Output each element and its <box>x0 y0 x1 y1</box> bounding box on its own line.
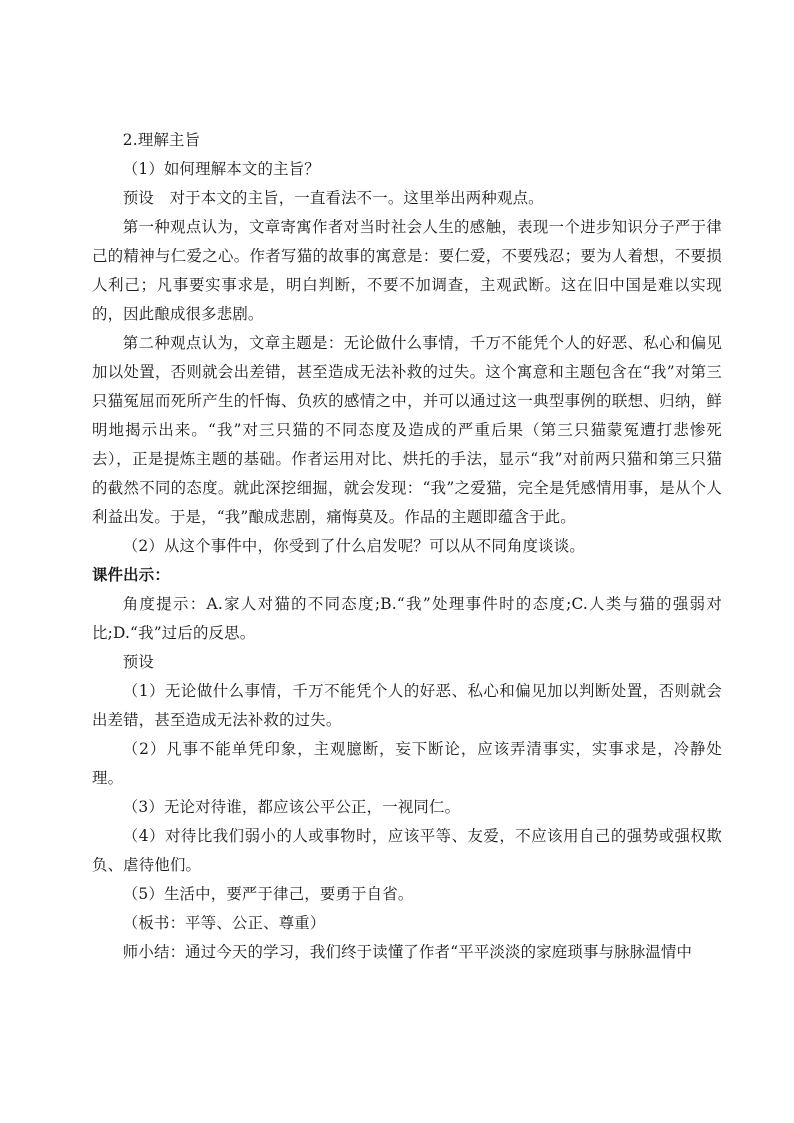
courseware-heading: 课件出示： <box>92 566 170 584</box>
teacher-summary: 师小结：通过今天的学习，我们终于读懂了作者“平平淡淡的家庭琐事与脉脉温情中 <box>122 943 693 961</box>
preset-item-2: （2）凡事不能单凭印象，主观臆断，妄下断论，应该弄清事实，实事求是，冷静处理。 <box>92 740 722 787</box>
viewpoint-1: 第一种观点认为，文章寄寓作者对当时社会人生的感触，表现一个进步知识分子严于律己的精神与仁爱之心。作者写猫的故事的寓意是：要仁爱，不要残忍；要为人着想，不要损人利己；凡事要实事求是，明白判断，不要不加调查，主观武断。这在旧中国是难以实现的，因此酿成很多悲剧。 <box>92 218 722 323</box>
angle-hint: 角度提示：A.家人对猫的不同态度;B.“我”处理事件时的态度;C.人类与猫的强弱对比;D.“我”过后的反思。 <box>92 595 722 642</box>
section-heading: 2.理解主旨 <box>122 131 201 149</box>
question-1: （1）如何理解本文的主旨？ <box>122 160 320 178</box>
blackboard-note: （板书：平等、公正、尊重） <box>122 914 326 932</box>
preset-item-3: （3）无论对待谁，都应该公平公正，一视同仁。 <box>122 798 461 816</box>
preset-item-1: （1）无论做什么事情，千万不能凭个人的好恶、私心和偏见加以判断处置，否则就会出差错，甚至造成无法补救的过失。 <box>92 682 722 729</box>
preset-label: 预设 <box>122 653 154 671</box>
document-body <box>92 126 722 967</box>
viewpoint-2: 第二种观点认为，文章主题是：无论做什么事情，千万不能凭个人的好恶、私心和偏见加以处置，否则就会出差错，甚至造成无法补救的过失。这个寓意和主题包含在“我”对第三只猫冤屈而死所产生的忏悔、负疚的感情之中，并可以通过这一典型事例的联想、归纳，鲜明地揭示出来。“我”对三只猫的不同态度及造成的严重后果（第三只猫蒙冤遭打悲惨死去），正是提炼主题的基础。作者运用对比、烘托的手法，显示“我”对前两只猫和第三只猫的截然不同的态度。就此深挖细掘，就会发现：“我”之爱猫，完全是凭感情用事，是从个人利益出发。于是，“我”酿成悲剧，痛悔莫及。作品的主题即蕴含于此。 <box>92 334 722 526</box>
preset-item-4: （4）对待比我们弱小的人或事物时，应该平等、友爱，不应该用自己的强势或强权欺负、虐待他们。 <box>92 827 722 874</box>
question-2: （2）从这个事件中，你受到了什么启发呢？可以从不同角度谈谈。 <box>122 537 585 555</box>
preset-intro: 预设 对于本文的主旨，一直看法不一。这里举出两种观点。 <box>122 189 544 207</box>
preset-item-5: （5）生活中，要严于律己，要勇于自省。 <box>122 885 414 903</box>
